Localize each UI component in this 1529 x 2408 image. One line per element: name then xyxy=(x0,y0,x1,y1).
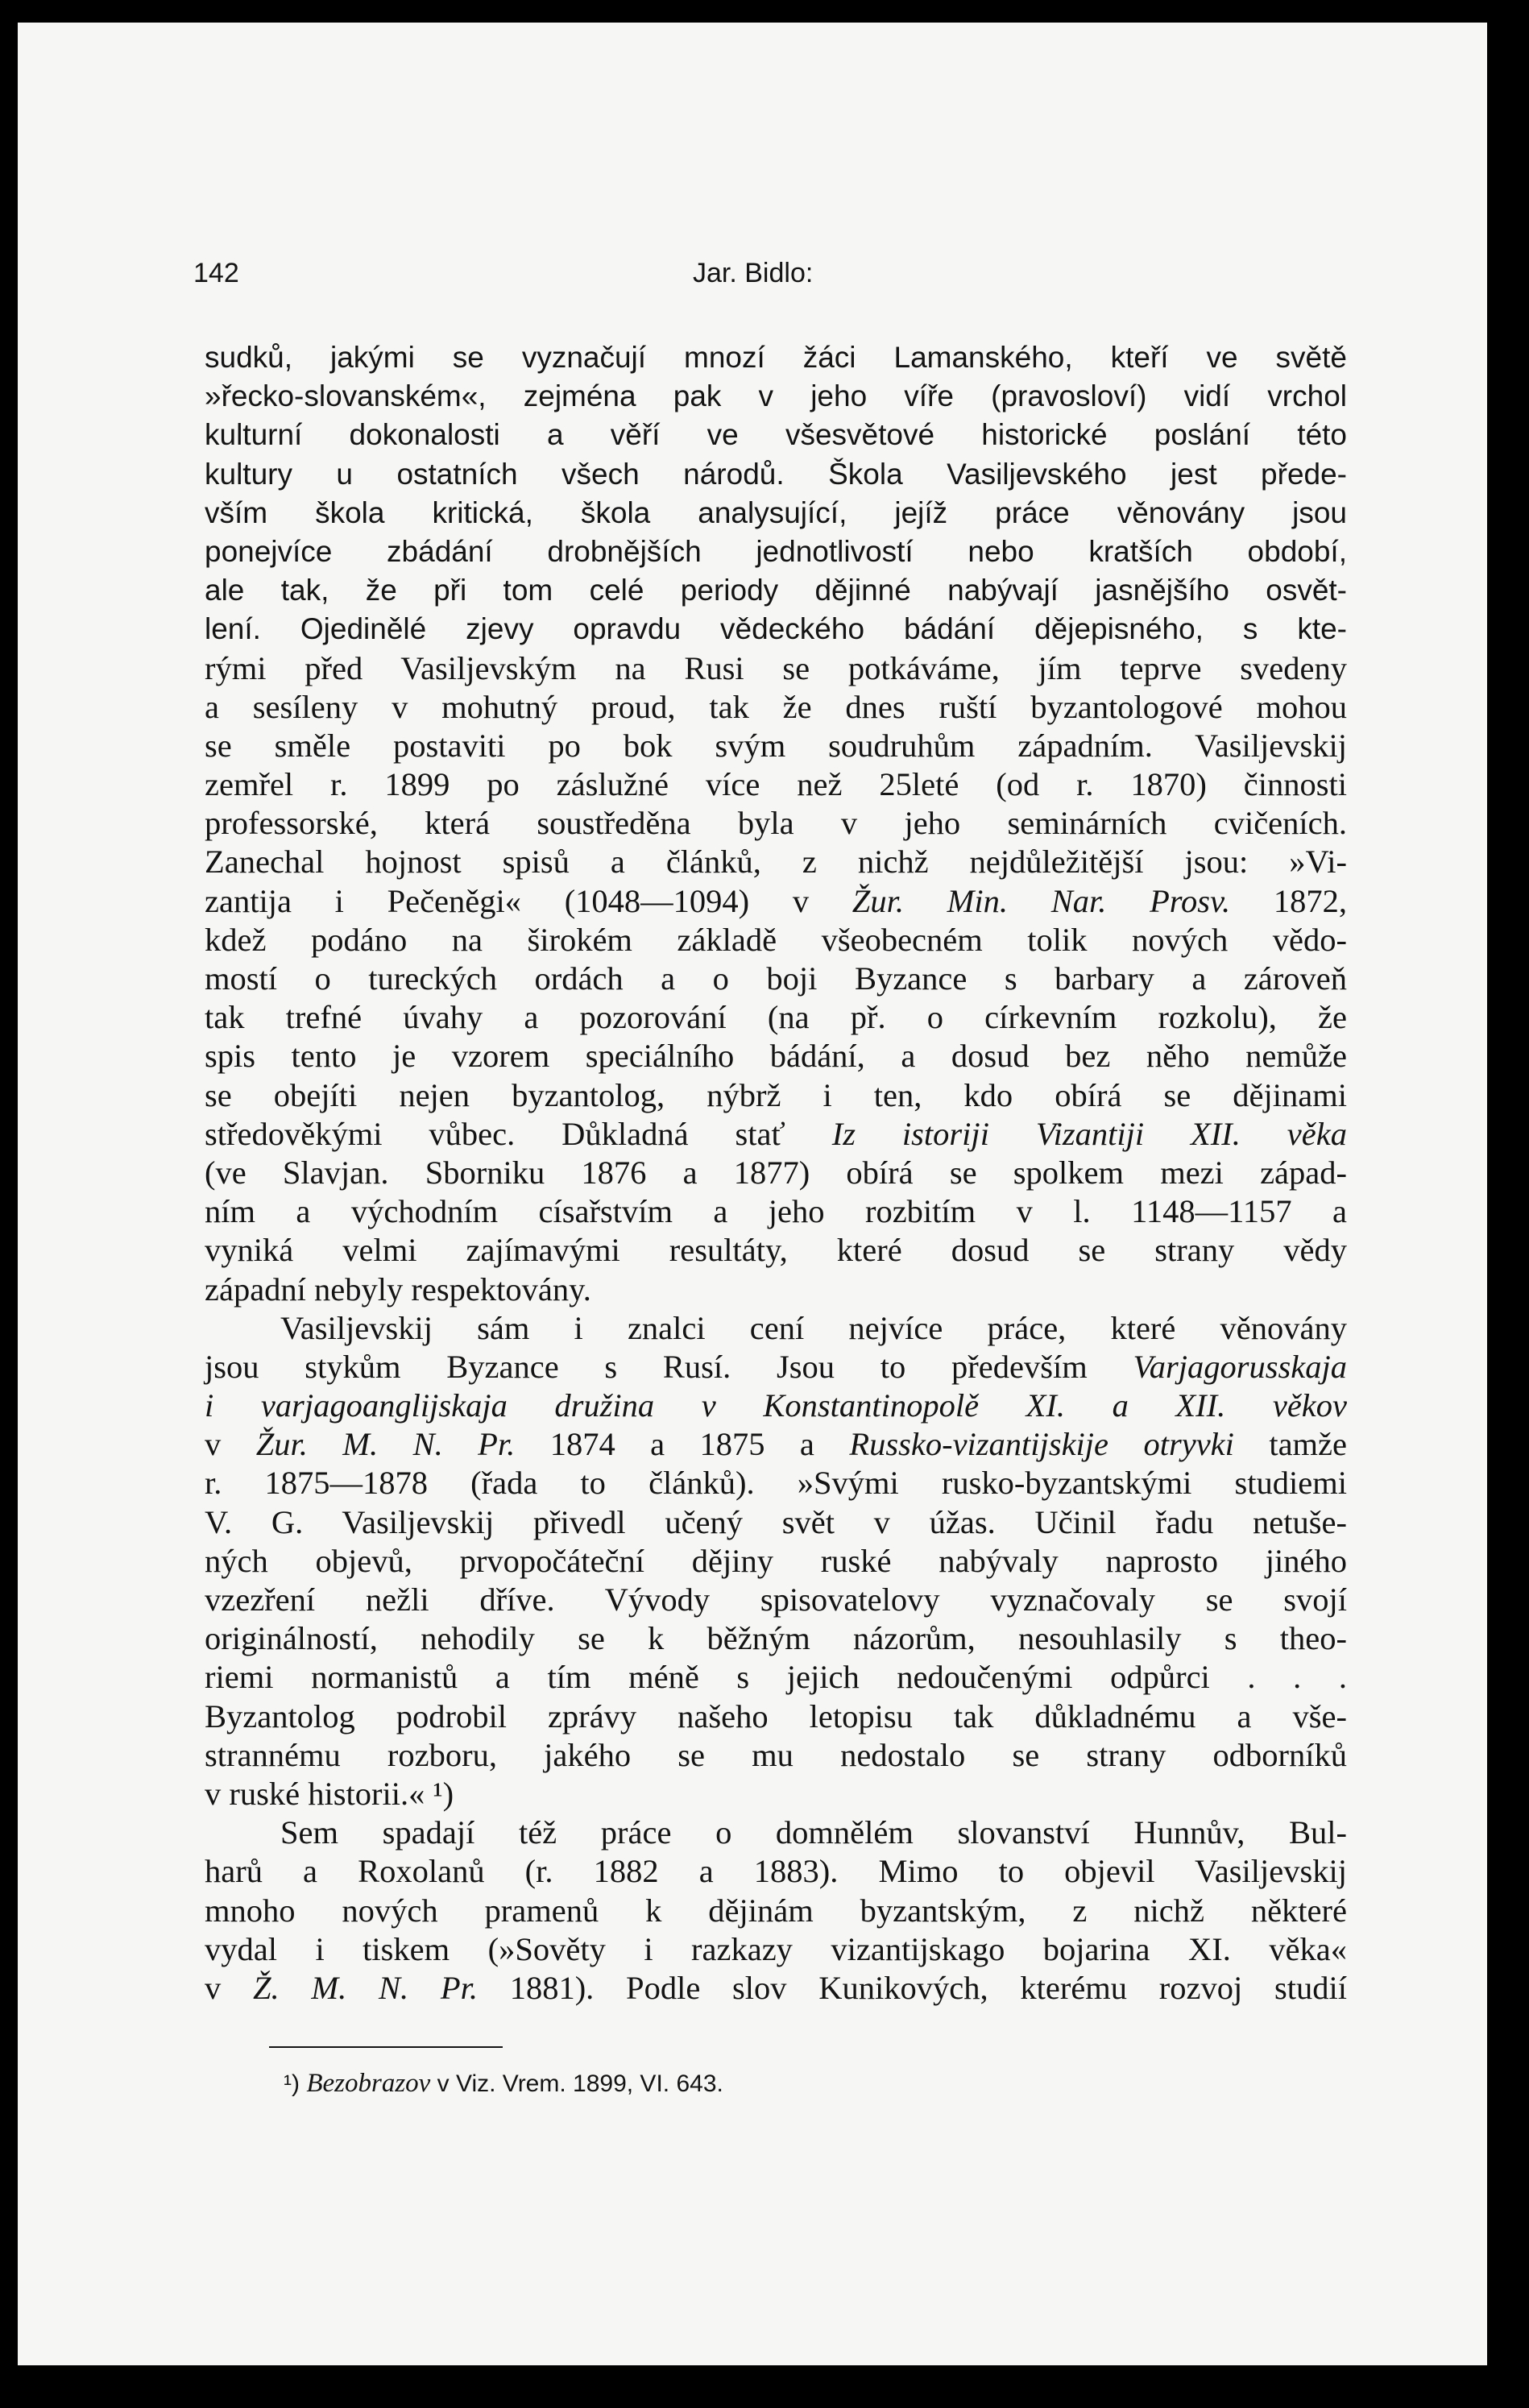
text-line: Byzantolog podrobil zprávy našeho letopisu tak důkladnému a vše- xyxy=(205,1697,1347,1735)
text-line: spis tento je vzorem speciálního bádání, a dosud bez něho nemůže xyxy=(205,1038,1347,1075)
text-line: riemi normanistů a tím méně s jejich nedoučenými odpůrci . . . xyxy=(205,1659,1347,1696)
text-line: vyniká velmi zajímavými resultáty, které dosud se strany vědy xyxy=(205,1232,1347,1269)
text-line: Zanechal hojnost spisů a článků, z nichž nejdůležitější jsou: »Vi- xyxy=(205,843,1347,881)
text-line xyxy=(205,1425,1347,1464)
text-line: ním a východním císařstvím a jeho rozbitím v l. 1148—1157 a xyxy=(205,1193,1347,1230)
text-line: lení. Ojedinělé zjevy opravdu vědeckého bádání dějepisného, s kte- xyxy=(205,612,1347,646)
text-line: harů a Roxolanů (r. 1882 a 1883). Mimo to objevil Vasiljevskij xyxy=(205,1853,1347,1890)
text-line: tak trefné úvahy a pozorování (na př. o církevním rozkolu), že xyxy=(205,999,1347,1036)
text-line: sudků, jakými se vyznačují mnozí žáci Lamanského, kteří ve světě xyxy=(205,341,1347,374)
body-text xyxy=(205,338,1347,2008)
text-line: se směle postaviti po bok svým soudruhům západním. Vasiljevskij xyxy=(205,727,1347,764)
text-line: kultury u ostatních všech národů. Škola Vasiljevského jest přede- xyxy=(205,457,1347,491)
text-line: Sem spadají též práce o domnělém slovanství Hunnův, Bul- xyxy=(280,1814,1347,1851)
italic-run: Russko-vizantijskije otryvki xyxy=(849,1426,1234,1463)
text-line: a sesíleny v mohutný proud, tak že dnes ruští byzantologové mohou xyxy=(205,688,1347,725)
footnote xyxy=(284,2069,723,2099)
text-run: v xyxy=(205,1426,256,1463)
italic-run: Varjagorusskaja xyxy=(1133,1348,1347,1385)
page-number: 142 xyxy=(193,258,239,288)
text-line: Vasiljevskij sám i znalci cení nejvíce práce, které věnovány xyxy=(280,1309,1347,1346)
text-run: 1881). Podle slov Kunikových, kterému rozvoj studií xyxy=(477,1969,1347,2006)
running-head: Jar. Bidlo: xyxy=(693,258,814,288)
italic-run: Iz istoriji Vizantiji XII. věka xyxy=(831,1115,1347,1152)
text-line: ných objevů, prvopočáteční dějiny ruské nabývaly naprosto jiného xyxy=(205,1542,1347,1579)
text-run: v xyxy=(205,1969,253,2006)
text-line: kdež podáno na širokém základě všeobecném tolik nových vědo- xyxy=(205,921,1347,958)
italic-run: Žur. M. N. Pr. xyxy=(255,1426,516,1463)
text-line: v ruské historii.« ¹) xyxy=(205,1775,454,1812)
page xyxy=(18,23,1487,2365)
text-line: mnoho nových pramenů k dějinám byzantským, z nichž některé xyxy=(205,1892,1347,1929)
text-line: se obejíti nejen byzantolog, nýbrž i ten, kdo obírá se dějinami xyxy=(205,1076,1347,1113)
text-line: strannému rozboru, jakého se mu nedostalo se strany odborníků xyxy=(205,1736,1347,1773)
text-run: tamže xyxy=(1233,1426,1348,1463)
text-line: západní nebyly respektovány. xyxy=(205,1270,591,1308)
text-run: jsou stykům Byzance s Rusí. Jsou to především xyxy=(205,1348,1133,1385)
text-run: zantija i Pečeněgi« (1048—1094) v xyxy=(205,882,852,919)
text-line: ale tak, že při tom celé periody dějinné nabývají jasnějšího osvět- xyxy=(205,574,1347,607)
text-line: »řecko-slovanském«, zejména pak v jeho víře (pravosloví) vidí vrchol xyxy=(205,379,1347,413)
text-line: professorské, která soustředěna byla v jeho seminárních cvičeních. xyxy=(205,805,1347,842)
text-line: vydal i tiskem (»Sověty i razkazy vizantijskago bojarina XI. věka« xyxy=(205,1930,1347,1967)
text-line: vzezření nežli dříve. Vývody spisovatelovy vyznačovaly se svojí xyxy=(205,1581,1347,1618)
text-run: 1874 a 1875 a xyxy=(515,1426,850,1463)
text-line xyxy=(205,1115,1347,1154)
italic-run: Ž. M. N. Pr. xyxy=(252,1969,478,2006)
text-line xyxy=(205,1969,1347,2008)
italic-run: Žur. Min. Nar. Prosv. xyxy=(852,882,1231,919)
text-line: V. G. Vasiljevskij přivedl učený svět v úžas. Učinil řadu netuše- xyxy=(205,1503,1347,1540)
text-line xyxy=(205,1386,1347,1425)
text-line: r. 1875—1878 (řada to článků). »Svými rusko-byzantskými studiemi xyxy=(205,1465,1347,1502)
text-line: vším škola kritická, škola analysující, jejíž práce věnovány jsou xyxy=(205,495,1347,529)
footnote-author: Bezobrazov xyxy=(306,2069,431,2098)
text-line: (ve Slavjan. Sborniku 1876 a 1877) obírá se spolkem mezi západ- xyxy=(205,1154,1347,1191)
text-line: rými před Vasiljevským na Rusi se potkáváme, jím teprve svedeny xyxy=(205,649,1347,686)
page-header xyxy=(193,250,1353,298)
text-line xyxy=(205,882,1347,921)
text-line: mostí o tureckých ordách a o boji Byzance s barbary a zároveň xyxy=(205,960,1347,997)
text-line: originálností, nehodily se k běžným názorům, nesouhlasily s theo- xyxy=(205,1620,1347,1657)
text-line: zemřel r. 1899 po záslužné více než 25leté (od r. 1870) činnosti xyxy=(205,766,1347,803)
text-line xyxy=(205,1348,1347,1386)
text-line: ponejvíce zbádání drobnějších jednotlivostí nebo kratších období, xyxy=(205,534,1347,568)
footnote-text: v Viz. Vrem. 1899, VI. 643. xyxy=(437,2070,723,2097)
footnote-rule xyxy=(269,2046,503,2048)
text-run: středověkými vůbec. Důkladná stať xyxy=(205,1115,832,1152)
italic-run: i varjagoanglijskaja družina v Konstantinopolě XI. a XII. věkov xyxy=(205,1387,1347,1424)
text-run: 1872, xyxy=(1230,882,1347,919)
footnote-marker: ¹) xyxy=(284,2070,300,2097)
text-line: kulturní dokonalosti a věří ve všesvětové historické poslání této xyxy=(205,418,1347,452)
